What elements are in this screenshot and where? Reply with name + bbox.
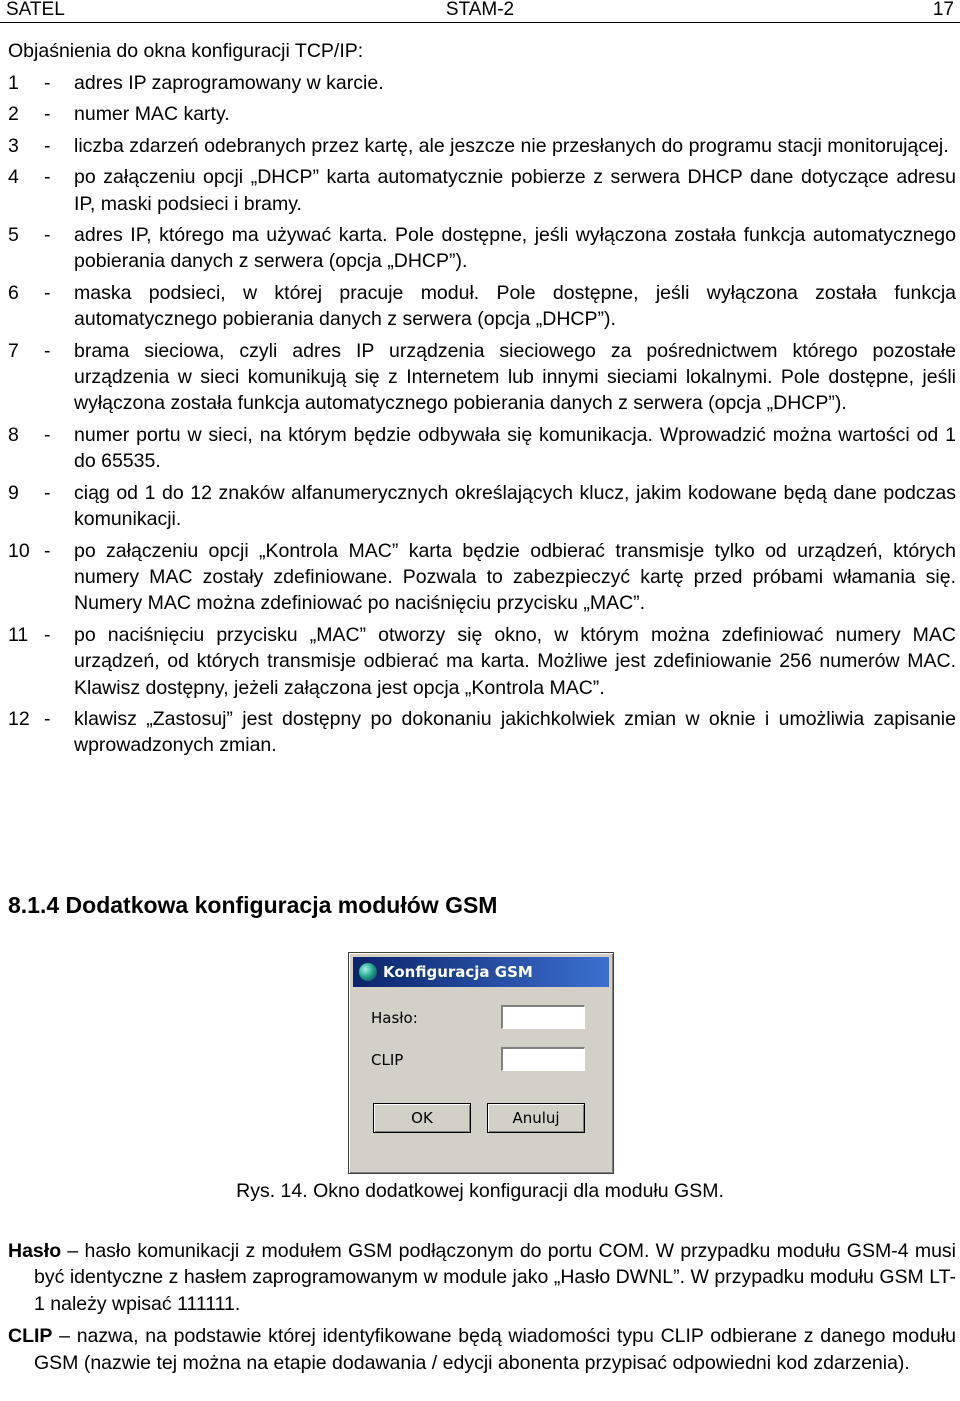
item-number: 11	[8, 623, 29, 646]
item-number: 9	[8, 481, 19, 504]
item-text: klawisz „Zastosuj” jest dostępny po dokonaniu jakichkolwiek zmian w oknie i umożliwia zapisanie wprowadzonych zmian.	[74, 707, 956, 757]
dialog-titlebar[interactable]	[353, 957, 609, 987]
definition-text: – nazwa, na podstawie której identyfikowane będą wiadomości typu CLIP odbierane z danego modułu GSM (nazwie tej można na etapie dodawania / edycji abonenta przypisać odpowiedni kod zdarzenia).	[34, 1325, 956, 1374]
cancel-button[interactable]: Anuluj	[487, 1103, 585, 1133]
list-item	[8, 480, 956, 533]
definition-haslo	[8, 1238, 956, 1317]
list-item	[8, 538, 956, 617]
item-number: 6	[8, 281, 19, 304]
list-item	[8, 133, 956, 159]
intro-text: Objaśnienia do okna konfiguracji TCP/IP:	[8, 40, 364, 62]
item-number: 7	[8, 339, 19, 362]
item-text: numer MAC karty.	[74, 103, 230, 126]
clip-label: CLIP	[371, 1051, 404, 1069]
explanation-list	[8, 70, 956, 764]
item-dash: -	[44, 623, 51, 646]
item-text: po załączeniu opcji „Kontrola MAC” karta będzie odbierać transmisje tylko od urządzeń, których numery MAC zostały zdefiniowane. Pozwala to zabezpieczyć kartę przed próbami włamania się. Numery MAC można zdefiniować po naciśnięciu przycisku „MAC”.	[74, 539, 956, 615]
item-dash: -	[44, 423, 51, 446]
haslo-input[interactable]	[501, 1005, 585, 1029]
item-number: 4	[8, 166, 19, 189]
list-item	[8, 706, 956, 759]
definition-text: – hasło komunikacji z modułem GSM podłączonym do portu COM. W przypadku modułu GSM-4 musi być identyczne z hasłem zaprogramowanym w module jako „Hasło DWNL”. W przypadku modułu GSM LT-1 należy wpisać 111111.	[34, 1240, 956, 1315]
definition-clip	[8, 1323, 956, 1376]
header-doc-title: STAM-2	[445, 0, 515, 20]
item-dash: -	[44, 166, 51, 189]
item-text: numer portu w sieci, na którym będzie odbywała się komunikacja. Wprowadzić można wartości od 1 do 65535.	[74, 423, 956, 473]
item-number: 8	[8, 423, 19, 446]
definition-term: CLIP	[8, 1325, 53, 1348]
figure-caption: Rys. 14. Okno dodatkowej konfiguracji dla modułu GSM.	[236, 1180, 724, 1202]
header-brand: SATEL	[6, 0, 65, 20]
list-item	[8, 164, 956, 217]
item-dash: -	[44, 339, 51, 362]
item-dash: -	[44, 707, 51, 730]
clip-input[interactable]	[501, 1047, 585, 1071]
haslo-label: Hasło:	[371, 1009, 418, 1027]
definition-term: Hasło	[8, 1240, 62, 1262]
ok-button[interactable]: OK	[373, 1103, 471, 1133]
item-number: 1	[8, 72, 19, 94]
list-item	[8, 280, 956, 333]
item-dash: -	[44, 281, 51, 304]
app-icon	[359, 963, 377, 981]
dialog-title: Konfiguracja GSM	[383, 963, 533, 981]
page-number: 17	[932, 0, 954, 20]
item-dash: -	[44, 103, 51, 126]
item-text: po naciśnięciu przycisku „MAC” otworzy się okno, w którym można zdefiniować numery MAC urządzeń, od których transmisje odbierać ma karta. Możliwe jest zdefiniowanie 256 numerów MAC. Klawisz dostępny, jeżeli załączona jest opcja „Kontrola MAC”.	[74, 623, 956, 699]
item-number: 3	[8, 134, 19, 157]
list-item	[8, 101, 956, 127]
item-text: po załączeniu opcji „DHCP” karta automatycznie pobierze z serwera DHCP dane dotyczące adresu IP, maski podsieci i bramy.	[74, 166, 956, 215]
list-item	[8, 422, 956, 475]
item-text: maska podsieci, w której pracuje moduł. Pole dostępne, jeśli wyłączona została funkcja automatycznego pobierania danych z serwera (opcja „DHCP”).	[74, 281, 956, 331]
list-item	[8, 70, 956, 96]
item-number: 2	[8, 103, 19, 126]
list-item	[8, 222, 956, 275]
item-text: adres IP, którego ma używać karta. Pole dostępne, jeśli wyłączona została funkcja automatycznego pobierania danych z serwera (opcja „DHCP”).	[74, 224, 956, 273]
item-dash: -	[44, 481, 51, 504]
item-text: adres IP zaprogramowany w karcie.	[74, 72, 384, 94]
definitions	[8, 1238, 956, 1382]
list-item	[8, 338, 956, 417]
item-number: 12	[8, 707, 30, 730]
list-item	[8, 622, 956, 701]
page-header	[0, 0, 960, 23]
item-number: 5	[8, 224, 19, 247]
item-dash: -	[44, 539, 51, 562]
item-dash: -	[44, 224, 51, 247]
item-text: liczba zdarzeń odebranych przez kartę, ale jeszcze nie przesłanych do programu stacji monitorującej.	[74, 134, 949, 157]
item-dash: -	[44, 134, 51, 157]
section-heading: 8.1.4 Dodatkowa konfiguracja modułów GSM	[8, 892, 498, 918]
item-text: brama sieciowa, czyli adres IP urządzenia sieciowego za pośrednictwem którego pozostałe urządzenia w sieci komunikują się z Internetem lub innymi sieciami lokalnymi. Pole dostępne, jeśli wyłączona została funkcja automatycznego pobierania danych z serwera (opcja „DHCP”).	[74, 339, 956, 415]
item-text: ciąg od 1 do 12 znaków alfanumerycznych określających klucz, jakim kodowane będą dane podczas komunikacji.	[74, 481, 956, 531]
item-number: 10	[8, 539, 30, 562]
item-dash: -	[44, 72, 51, 94]
gsm-config-dialog	[348, 952, 614, 1174]
